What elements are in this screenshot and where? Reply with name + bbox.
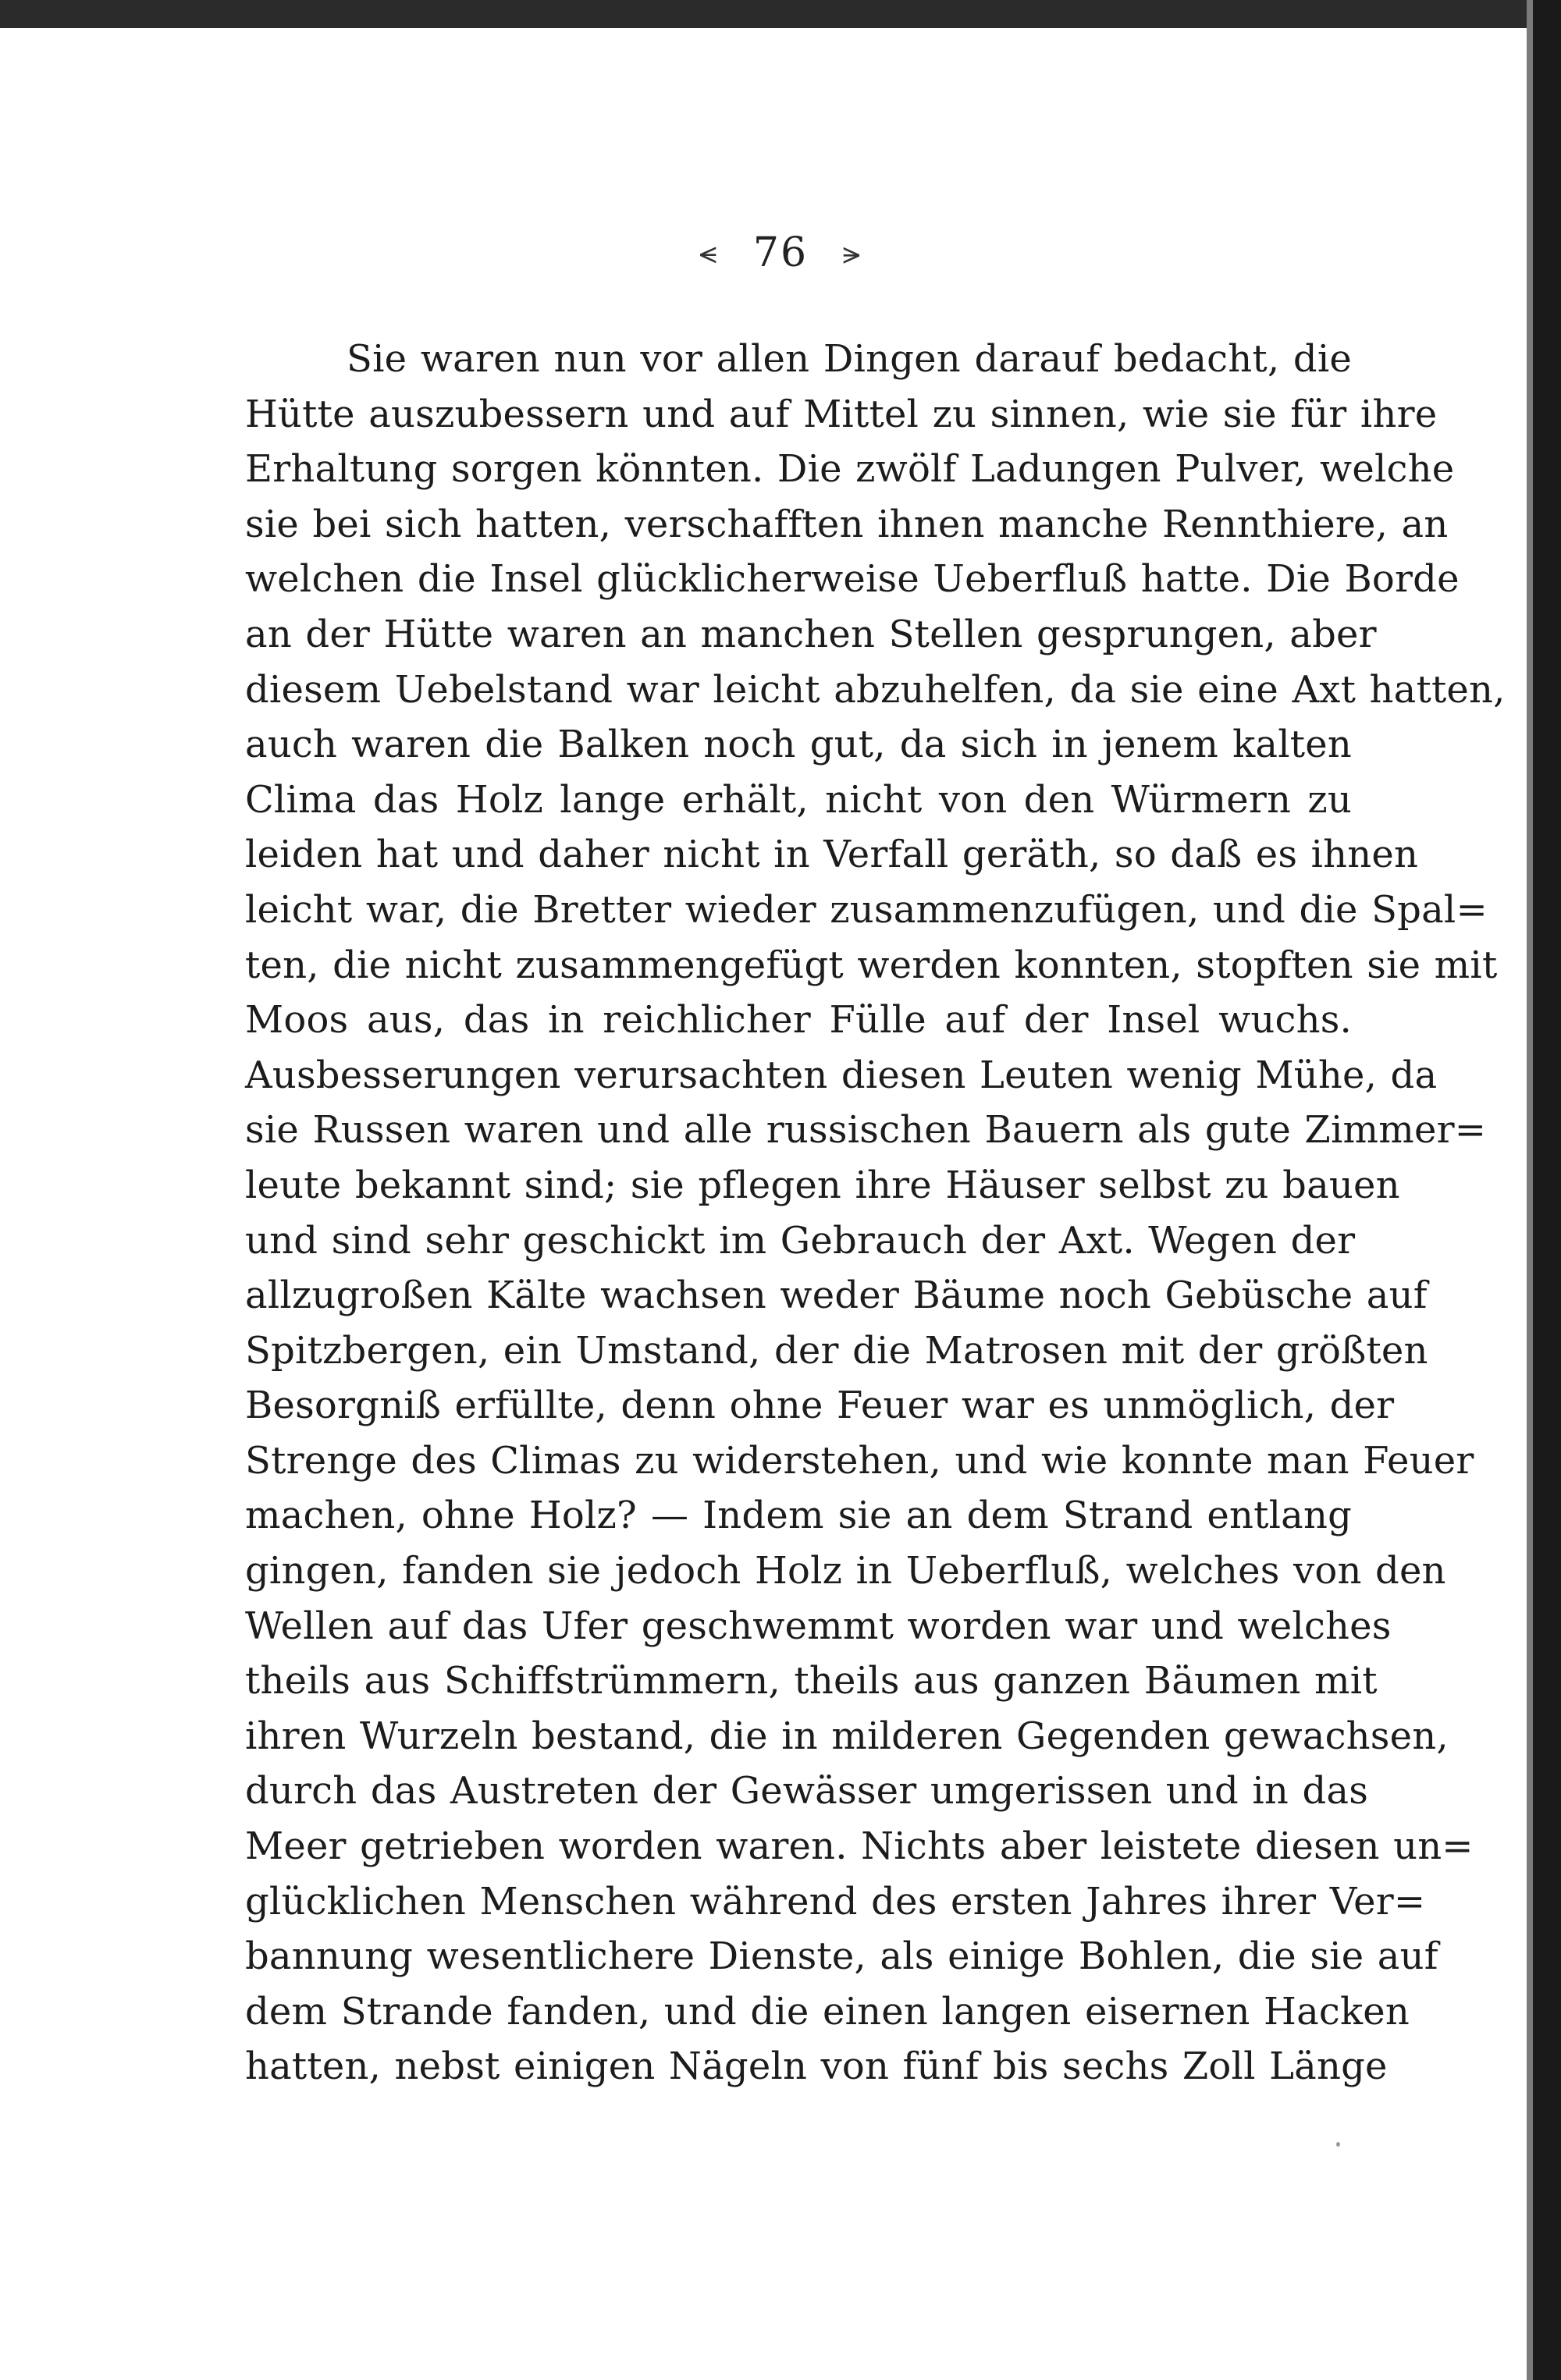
text-line: Moos aus, das in reichlicher Fülle auf der Insel wuchs. xyxy=(245,998,1352,1043)
text-line: leute bekannt sind; sie pflegen ihre Häuser selbst zu bauen xyxy=(245,1163,1400,1207)
text-line: Meer getrieben worden waren. Nichts aber leistete diesen un= xyxy=(245,1824,1474,1869)
page-header xyxy=(0,226,1561,276)
text-line: Sie waren nun vor allen Dingen darauf bedacht, die xyxy=(347,337,1352,381)
ornament-left-icon: ⪪ xyxy=(699,234,719,271)
text-line: Hütte auszubessern und auf Mittel zu sinnen, wie sie für ihre xyxy=(245,392,1438,436)
text-line: an der Hütte waren an manchen Stellen gesprungen, aber xyxy=(245,612,1377,656)
text-line: dem Strande fanden, und die einen langen eisernen Hacken xyxy=(245,1989,1410,2034)
text-line: ten, die nicht zusammengefügt werden konnten, stopften sie mit xyxy=(245,943,1498,987)
text-line: durch das Austreten der Gewässer umgerissen und in das xyxy=(245,1769,1369,1813)
text-line: und sind sehr geschickt im Gebrauch der Axt. Wegen der xyxy=(245,1218,1356,1263)
text-line: theils aus Schiffstrümmern, theils aus ganzen Bäumen mit xyxy=(245,1659,1378,1703)
text-line: bannung wesentlichere Dienste, als einige Bohlen, die sie auf xyxy=(245,1934,1438,1979)
text-line: sie bei sich hatten, verschafften ihnen manche Rennthiere, an xyxy=(245,502,1449,546)
scan-right-border xyxy=(1533,0,1561,2380)
text-line: glücklichen Menschen während des ersten Jahres ihrer Ver= xyxy=(245,1879,1426,1924)
page-number: 76 xyxy=(752,229,809,276)
text-line: diesem Uebelstand war leicht abzuhelfen, da sie eine Axt hatten, xyxy=(245,667,1506,712)
text-line: sie Russen waren und alle russischen Bauern als gute Zimmer= xyxy=(245,1108,1487,1153)
ornament-right-icon: ⪫ xyxy=(842,234,862,271)
text-line: Clima das Holz lange erhält, nicht von den Würmern zu xyxy=(245,777,1352,822)
text-line: Strenge des Climas zu widerstehen, und wie konnte man Feuer xyxy=(245,1438,1474,1483)
text-line: auch waren die Balken noch gut, da sich in jenem kalten xyxy=(245,723,1352,767)
scan-top-border xyxy=(0,0,1561,28)
text-line: ihren Wurzeln bestand, die in milderen Gegenden gewachsen, xyxy=(245,1714,1449,1758)
scan-right-shadow xyxy=(1527,0,1533,2380)
text-line: machen, ohne Holz? — Indem sie an dem Strand entlang xyxy=(245,1494,1352,1538)
text-line: leicht war, die Bretter wieder zusammenzufügen, und die Spal= xyxy=(245,887,1488,932)
body-text xyxy=(245,332,1506,2094)
text-line: Wellen auf das Ufer geschwemmt worden war und welches xyxy=(245,1604,1392,1648)
text-line: allzugroßen Kälte wachsen weder Bäume noch Gebüsche auf xyxy=(245,1273,1428,1318)
text-line: Besorgniß erfüllte, denn ohne Feuer war es unmöglich, der xyxy=(245,1384,1395,1428)
text-line: hatten, nebst einigen Nägeln von fünf bis sechs Zoll Länge xyxy=(245,2044,1388,2089)
text-line: Spitzbergen, ein Umstand, der die Matrosen mit der größten xyxy=(245,1328,1428,1373)
paper-speck xyxy=(1336,2142,1340,2147)
text-line: gingen, fanden sie jedoch Holz in Ueberfluß, welches von den xyxy=(245,1549,1446,1593)
text-line: Erhaltung sorgen könnten. Die zwölf Ladungen Pulver, welche xyxy=(245,447,1455,492)
text-line: welchen die Insel glücklicherweise Ueberfluß hatte. Die Borde xyxy=(245,557,1460,602)
text-line: Ausbesserungen verursachten diesen Leuten wenig Mühe, da xyxy=(245,1053,1438,1097)
text-line: leiden hat und daher nicht in Verfall geräth, so daß es ihnen xyxy=(245,833,1419,877)
